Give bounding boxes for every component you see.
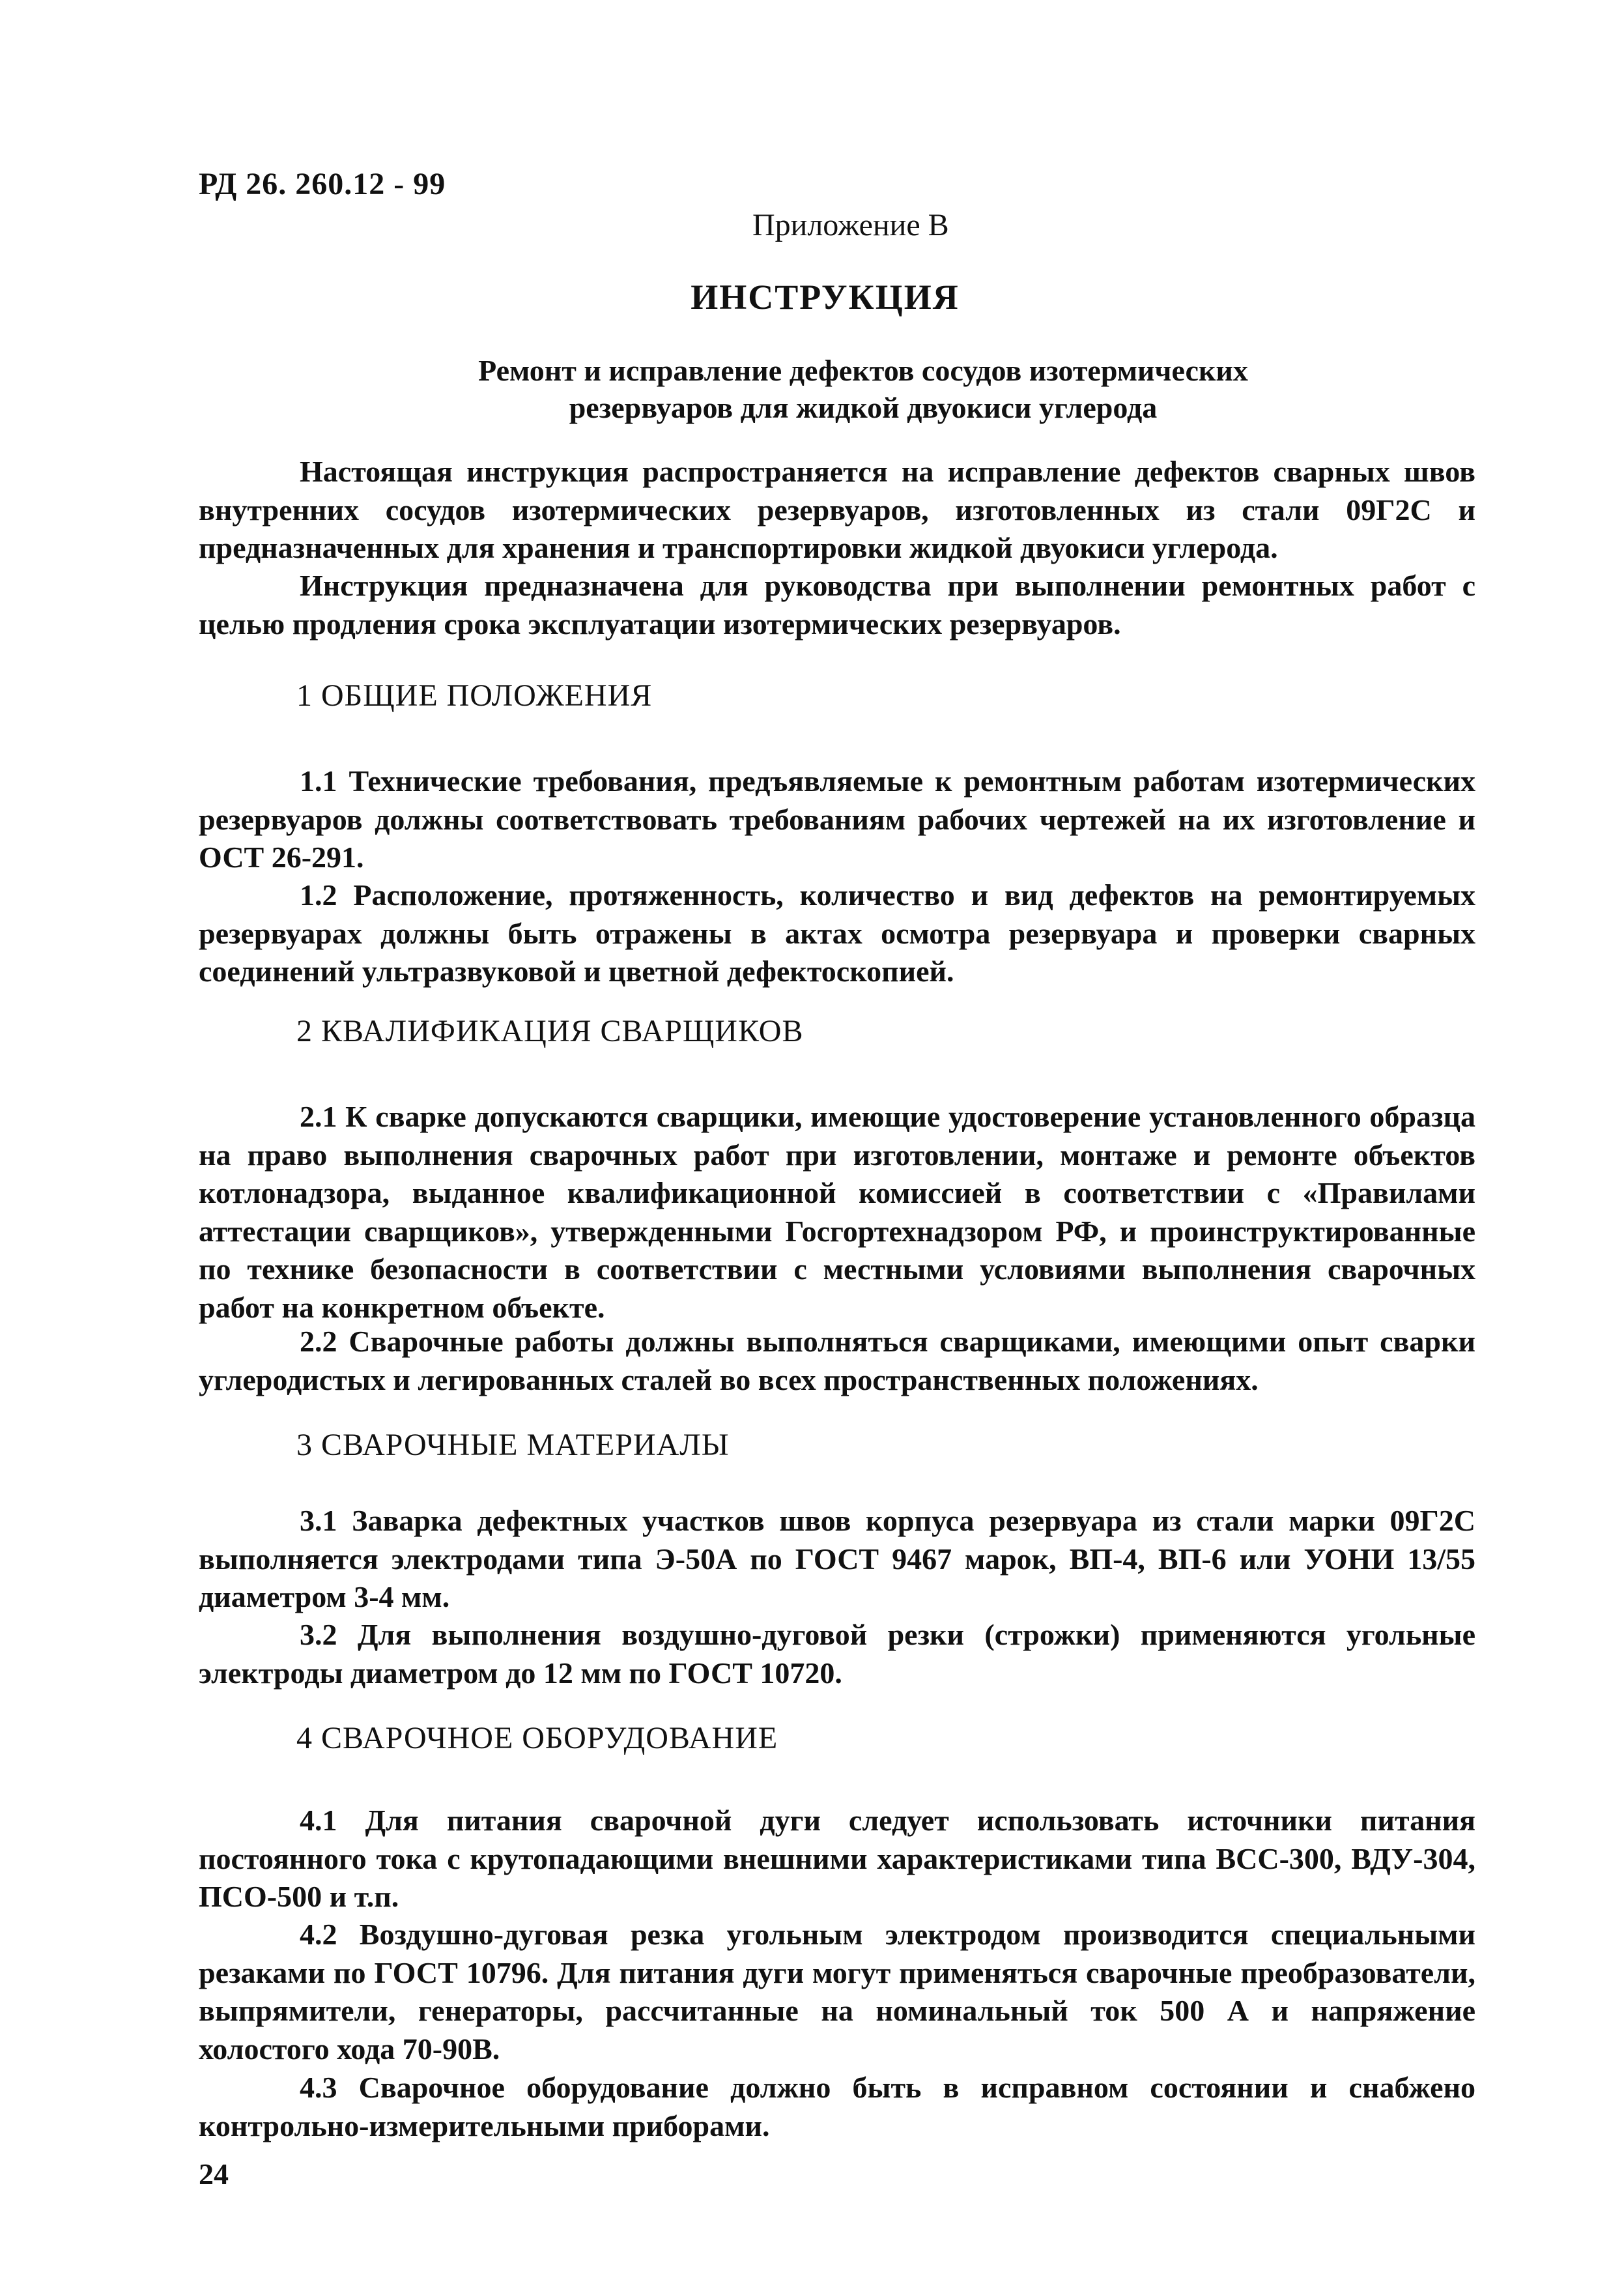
section-2-paragraph-2: 2.2 Сварочные работы должны выполняться сварщиками, имеющими опыт сварки углеродистых и легированных сталей во всех пространственных положениях. [199, 1325, 1475, 1396]
section-1-paragraph-1: 1.1 Технические требования, предъявляемые к ремонтным работам изотермических резервуаров должны соответствовать требованиям рабочих чертежей на их изготовление и ОСТ 26-291. [199, 764, 1475, 874]
document-subtitle [326, 352, 1401, 426]
section-3-paragraph-2: 3.2 Для выполнения воздушно-дуговой резки (строжки) применяются угольные электроды диаметром до 12 мм по ГОСТ 10720. [199, 1618, 1475, 1690]
document-code: РД 26. 260.12 - 99 [199, 167, 446, 201]
subtitle-line-2: резервуаров для жидкой двуокиси углерода [569, 391, 1158, 424]
appendix-label: Приложение В [752, 208, 949, 242]
subtitle-line-1: Ремонт и исправление дефектов сосудов изотермических [478, 354, 1248, 387]
section-4-heading: 4 СВАРОЧНОЕ ОБОРУДОВАНИЕ [296, 1721, 778, 1755]
section-2-paragraph-1: 2.1 К сварке допускаются сварщики, имеющие удостоверение установленного образца на право выполнения сварочных работ при изготовлении, монтаже и ремонте объектов котлонадзора, выданное квалификационной комиссией в соответствии с «Правилами аттестации сварщиков», утвержденными Госгортехнадзором РФ, и проинструктированные по технике безопасности в соответствии с местными условиями выполнения сварочных работ на конкретном объекте. [199, 1100, 1475, 1324]
intro-paragraph-2: Инструкция предназначена для руководства при выполнении ремонтных работ с целью продления срока эксплуатации изотермических резервуаров. [199, 569, 1475, 641]
page-number: 24 [199, 2157, 229, 2191]
section-4-paragraph-3: 4.3 Сварочное оборудование должно быть в исправном состоянии и снабжено контрольно-измерительными приборами. [199, 2071, 1475, 2142]
document-title: ИНСТРУКЦИЯ [691, 278, 960, 317]
section-4-paragraph-2: 4.2 Воздушно-дуговая резка угольным электродом производится специальными резаками по ГОСТ 10796. Для питания дуги могут применяться сварочные преобразователи, выпрямители, генераторы, рассчитанные на номинальный ток 500 А и напряжение холостого хода 70-90В. [199, 1918, 1475, 2066]
section-3-heading: 3 СВАРОЧНЫЕ МАТЕРИАЛЫ [296, 1428, 730, 1462]
section-2-heading: 2 КВАЛИФИКАЦИЯ СВАРЩИКОВ [296, 1014, 804, 1048]
section-3-paragraph-1: 3.1 Заварка дефектных участков швов корпуса резервуара из стали марки 09Г2С выполняется электродами типа Э-50А по ГОСТ 9467 марок, ВП-4, ВП-6 или УОНИ 13/55 диаметром 3-4 мм. [199, 1504, 1475, 1613]
section-1-heading: 1 ОБЩИЕ ПОЛОЖЕНИЯ [296, 678, 653, 713]
section-4-paragraph-1: 4.1 Для питания сварочной дуги следует использовать источники питания постоянного тока с крутопадающими внешними характеристиками типа ВСС-300, ВДУ-304, ПСО-500 и т.п. [199, 1804, 1475, 1913]
intro-paragraph-1: Настоящая инструкция распространяется на исправление дефектов сварных швов внутренних сосудов изотермических резервуаров, изготовленных из стали 09Г2С и предназначенных для хранения и транспортировки жидкой двуокиси углерода. [199, 455, 1475, 564]
section-1-paragraph-2: 1.2 Расположение, протяженность, количество и вид дефектов на ремонтируемых резервуарах должны быть отражены в актах осмотра резервуара и проверки сварных соединений ультразвуковой и цветной дефектоскопией. [199, 878, 1475, 988]
